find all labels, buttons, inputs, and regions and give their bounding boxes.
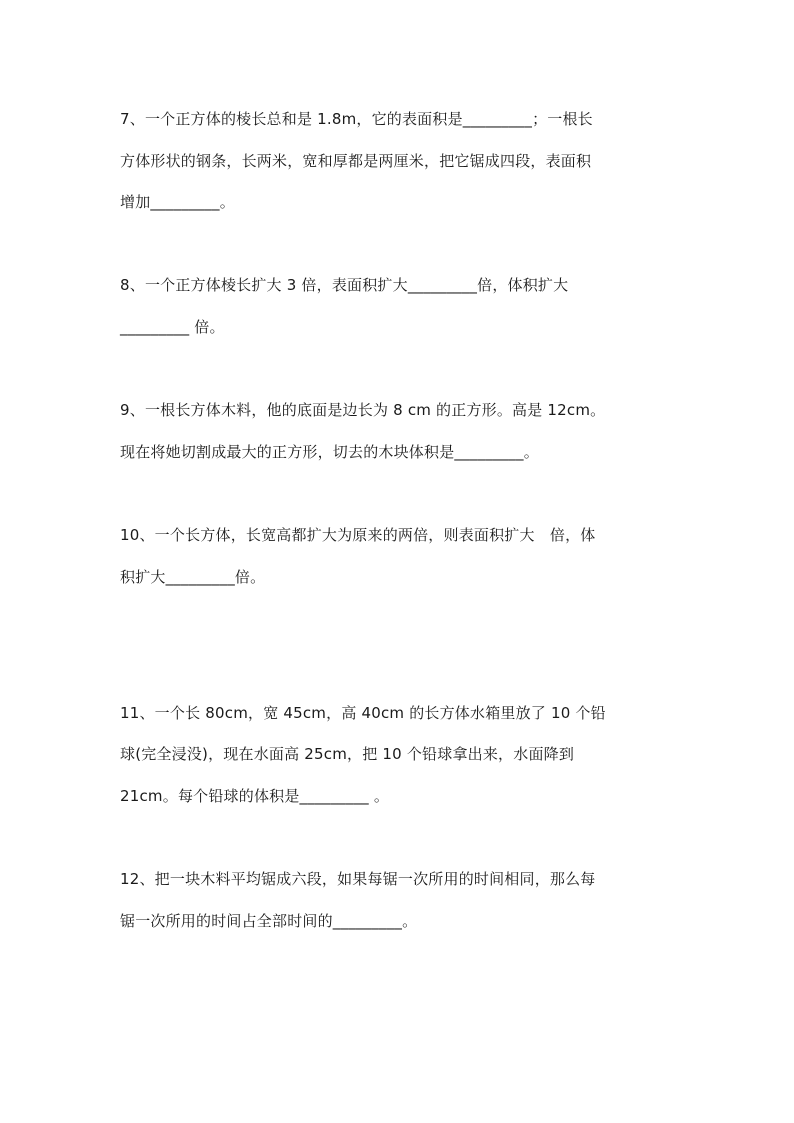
question-12-line-1: 12、把一块木料平均锯成六段，如果每锯一次所用的时间相同，那么每 bbox=[120, 870, 596, 888]
question-10-line-1: 10、一个长方体，长宽高都扩大为原来的两倍，则表面积扩大 倍，体 bbox=[120, 526, 596, 544]
question-9-line-1: 9、一根长方体木料，他的底面是边长为 8 cm 的正方形。高是 12cm。 bbox=[120, 401, 606, 419]
question-11-line-3: 21cm。每个铅球的体积是_________ 。 bbox=[120, 787, 390, 805]
question-11-line-1: 11、一个长 80cm，宽 45cm，高 40cm 的长方体水箱里放了 10 个铅 bbox=[120, 704, 606, 722]
question-11-line-2: 球(完全浸没)，现在水面高 25cm，把 10 个铅球拿出来，水面降到 bbox=[120, 745, 575, 763]
question-12-line-2: 锯一次所用的时间占全部时间的_________。 bbox=[120, 912, 418, 930]
question-7-line-2: 方体形状的钢条，长两米，宽和厚都是两厘米，把它锯成四段，表面积 bbox=[120, 152, 592, 170]
question-7-line-3: 增加_________。 bbox=[120, 193, 235, 211]
question-9-line-2: 现在将她切割成最大的正方形，切去的木块体积是_________。 bbox=[120, 443, 539, 461]
question-8-line-2: _________ 倍。 bbox=[120, 318, 225, 336]
question-10-line-2: 积扩大_________倍。 bbox=[120, 568, 266, 586]
question-7-line-1: 7、一个正方体的棱长总和是 1.8m，它的表面积是_________；一根长 bbox=[120, 110, 593, 128]
question-8-line-1: 8、一个正方体棱长扩大 3 倍，表面积扩大_________倍，体积扩大 bbox=[120, 276, 569, 294]
